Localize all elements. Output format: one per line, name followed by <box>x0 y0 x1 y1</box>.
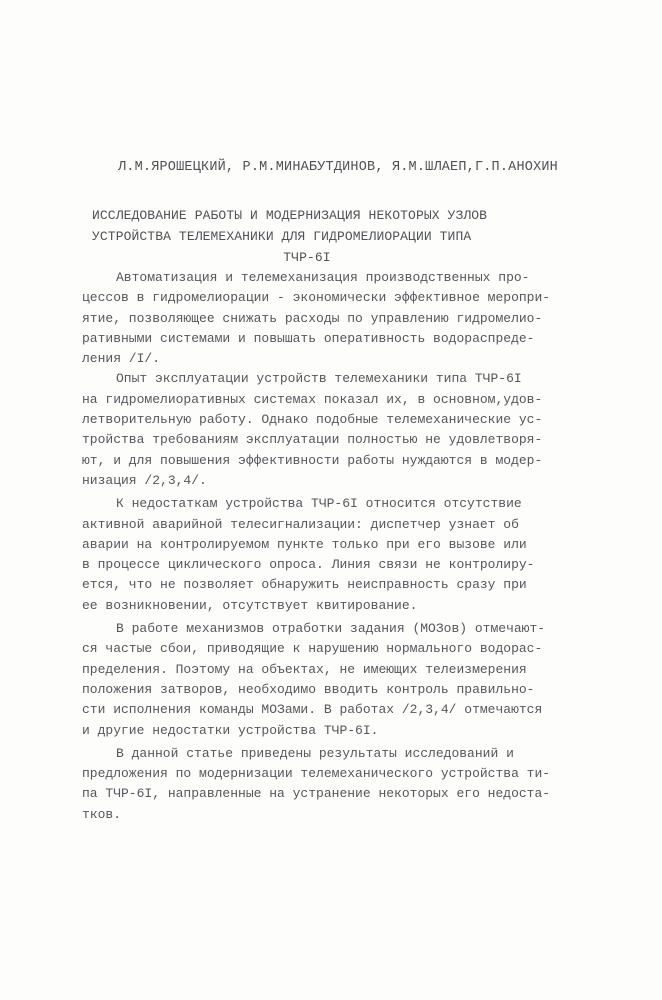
title-line-2: УСТРОЙСТВА ТЕЛЕМЕХАНИКИ ДЛЯ ГИДРОМЕЛИОРАЦИИ ТИПА <box>92 229 472 244</box>
text-line: В данной статье приведены результаты исследований и <box>116 745 514 761</box>
text-line: ятие, позволяющее снижать расходы по управлению гидромелио- <box>82 310 543 326</box>
text-line: активной аварийной телесигнализации: диспетчер узнает об <box>82 516 519 532</box>
text-line: К недостаткам устройства ТЧР-6I относится отсутствие <box>116 496 522 512</box>
text-line: низация /2,3,4/. <box>82 472 207 488</box>
title-line-1: ИССЛЕДОВАНИЕ РАБОТЫ И МОДЕРНИЗАЦИЯ НЕКОТОРЫХ УЗЛОВ <box>92 208 488 223</box>
text-line: Опыт эксплуатации устройств телемеханики типа ТЧР-6I <box>116 371 522 387</box>
text-line: на гидромелиоративных системах показал их, в основном,удов- <box>82 391 543 407</box>
text-line: па ТЧР-6I, направленные на устранение некоторых его недоста- <box>82 786 551 802</box>
text-line: Автоматизация и телемеханизация производственных про- <box>116 270 530 285</box>
text-line: ся частые сбои, приводящие к нарушению нормального водорас- <box>82 641 543 657</box>
text-line: В работе механизмов отработки задания (МОЗов) отмечают- <box>116 621 546 637</box>
text-line: пределения. Поэтому на объектах, не имеющих телеизмерения <box>82 661 527 677</box>
text-line: предложения по модернизации телемеханического устройства ти- <box>82 766 551 782</box>
paragraph-5 <box>82 744 602 825</box>
text-line: тков. <box>82 806 122 822</box>
text-line: тройства требованиям эксплуатации полностью не удовлетворя- <box>82 432 543 448</box>
paragraph-4 <box>82 619 602 741</box>
text-line: и другие недостатки устройства ТЧР-6I. <box>82 722 379 738</box>
text-line: летворительную работу. Однако подобные телемеханические ус- <box>82 412 543 428</box>
text-line: ют, и для повышения эффективности работы нуждаются в модер- <box>82 452 543 468</box>
title-line-3: ТЧР-6I <box>283 250 331 265</box>
authors-line: Л.М.ЯРОШЕЦКИЙ, Р.М.МИНАБУТДИНОВ, Я.М.ШЛАЕП,Г.П.АНОХИН <box>118 160 558 175</box>
article-body <box>82 268 602 825</box>
text-line: в процессе циклического опроса. Линия связи не контролиру- <box>82 557 535 573</box>
text-line: ее возникновении, отсутствует квитирование. <box>82 597 418 613</box>
text-line: ративными системами и повышать оперативность водораспреде- <box>82 330 535 346</box>
paragraph-1 <box>82 268 602 369</box>
text-line: ления /I/. <box>82 351 161 367</box>
text-line: сти исполнения команды МОЗами. В работах /2,3,4/ отмечаются <box>82 702 543 718</box>
article-title <box>92 205 562 268</box>
paragraph-2 <box>82 369 602 491</box>
text-line: аварии на контролируемом пункте только при его вызове или <box>82 536 527 552</box>
text-line: цессов в гидромелиорации - экономически эффективное меропри- <box>82 290 551 306</box>
text-line: положения затворов, необходимо вводить контроль правильно- <box>82 681 535 697</box>
text-line: ется, что не позволяет обнаружить неисправность сразу при <box>82 577 527 593</box>
paragraph-3 <box>82 494 602 616</box>
